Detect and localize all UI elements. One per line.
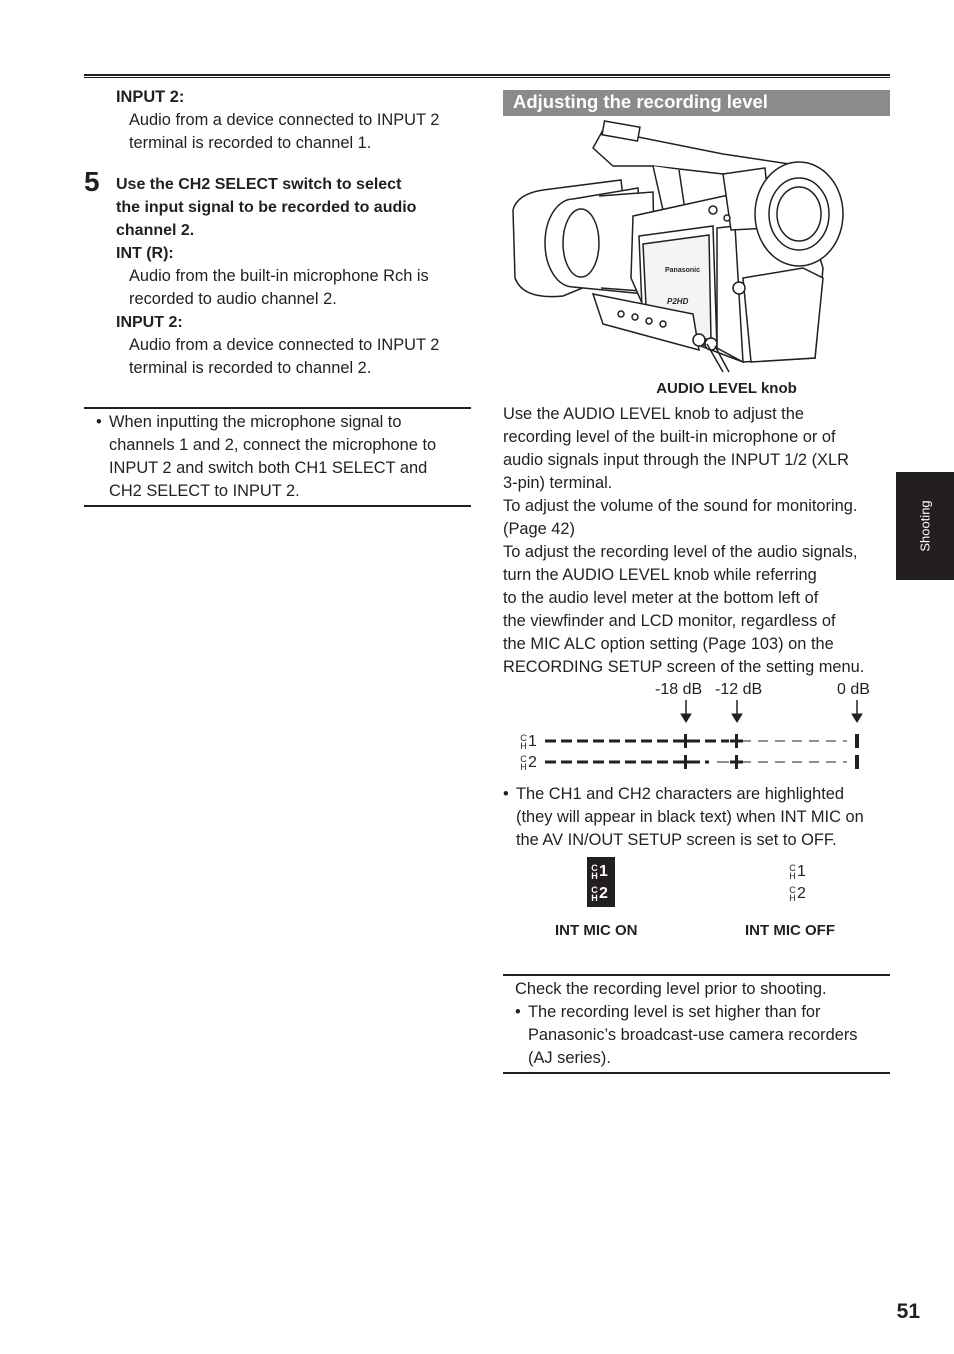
body-line-12: RECORDING SETUP screen of the setting menu. <box>503 658 865 676</box>
body-line-4: 3-pin) terminal. <box>503 474 613 492</box>
body-line-3: audio signals input through the INPUT 1/2 (XLR <box>503 451 849 469</box>
input2-line-2: terminal is recorded to channel 1. <box>129 134 372 152</box>
on-ch2-letters: C H <box>591 884 598 903</box>
meter-ch2-number: 2 <box>528 754 537 771</box>
body-line-8: turn the AUDIO LEVEL knob while referring <box>503 566 817 584</box>
input2-heading: INPUT 2: <box>116 88 185 106</box>
audio-level-meter-diagram <box>503 678 890 778</box>
on-ch2 <box>590 882 608 905</box>
ch-note-line-3: the AV IN/OUT SETUP screen is set to OFF. <box>516 831 837 849</box>
meter-ch1-label <box>519 730 537 753</box>
input2-ch2-line-1: Audio from a device connected to INPUT 2 <box>129 336 440 354</box>
side-tab-label: Shooting <box>917 500 933 552</box>
label-minus-12db: -12 dB <box>715 681 763 698</box>
int-mic-on-caption: INT MIC ON <box>555 922 638 939</box>
on-ch1-number: 1 <box>599 863 608 880</box>
note-line-4: CH2 SELECT to INPUT 2. <box>109 482 300 500</box>
input2-desc <box>84 109 471 155</box>
page-number: 51 <box>896 1300 920 1323</box>
int-mic-on-indicator <box>587 857 615 907</box>
on-ch1 <box>590 860 608 883</box>
camera-brand-text: Panasonic <box>665 267 701 274</box>
step-number: 5 <box>84 166 100 197</box>
note-line-2: channels 1 and 2, connect the microphone to <box>109 436 437 454</box>
camcorder-drawing <box>503 118 890 380</box>
note-bullet <box>96 411 471 503</box>
check-bullet-line-3: (AJ series). <box>528 1049 611 1067</box>
input2-ch2-line-2: terminal is recorded to channel 2. <box>129 359 372 377</box>
step5-instruction <box>116 173 471 242</box>
check-bullet <box>515 1001 890 1070</box>
section-heading: Adjusting the recording level <box>503 90 890 116</box>
check-note-box <box>503 974 890 1074</box>
off-ch1 <box>788 860 806 883</box>
intr-line-2: recorded to audio channel 2. <box>129 290 337 308</box>
label-0db: 0 dB <box>837 681 870 698</box>
check-bullet-line-1: • The recording level is set higher than for <box>528 1003 821 1021</box>
body-line-2: recording level of the built-in microphone or of <box>503 428 836 446</box>
input2-ch2-desc <box>116 334 471 380</box>
intr-desc <box>116 265 471 311</box>
camcorder-illustration <box>503 118 890 380</box>
meter-ch2-ch-letters: C H <box>520 753 527 772</box>
check-line: Check the recording level prior to shooting. <box>515 980 827 998</box>
intr-heading: INT (R): <box>116 245 174 262</box>
top-rule <box>84 74 890 78</box>
body-text <box>503 403 890 679</box>
body-line-7: To adjust the recording level of the audio signals, <box>503 543 858 561</box>
ch-highlight-note <box>503 783 890 852</box>
check-bullet-line-2: Panasonic’s broadcast-use camera recorders <box>528 1026 858 1044</box>
input2-line-1: Audio from a device connected to INPUT 2 <box>129 111 440 129</box>
int-mic-off-indicator <box>785 857 813 907</box>
ch-note-line-2: (they will appear in black text) when INT MIC on <box>516 808 864 826</box>
note-box-left <box>84 407 471 507</box>
side-tab-shooting <box>896 472 954 580</box>
off-ch2 <box>788 882 806 905</box>
body-line-10: the viewfinder and LCD monitor, regardless of <box>503 612 836 630</box>
audio-level-knob-label: AUDIO LEVEL knob <box>656 380 797 397</box>
off-ch2-letters: C H <box>789 884 796 903</box>
left-column-input2 <box>84 86 471 155</box>
meter-ch1-number: 1 <box>528 733 537 750</box>
meter-ch1-ch-letters: C H <box>520 732 527 751</box>
int-mic-examples <box>503 855 890 945</box>
body-line-11: the MIC ALC option setting (Page 103) on the <box>503 635 834 653</box>
off-ch1-number: 1 <box>797 863 806 880</box>
meter-ch2-label <box>519 751 537 774</box>
body-line-6: (Page 42) <box>503 520 575 538</box>
step5-line-3: channel 2. <box>116 222 195 239</box>
on-ch2-number: 2 <box>599 885 608 902</box>
body-line-5: To adjust the volume of the sound for monitoring. <box>503 497 858 515</box>
body-line-9: to the audio level meter at the bottom left of <box>503 589 819 607</box>
ch-highlight-bullet <box>503 783 890 852</box>
step5-block <box>116 173 471 380</box>
note-line-1: • When inputting the microphone signal to <box>109 413 402 431</box>
camera-logo-text: P2HD <box>667 297 689 306</box>
note-line-3: INPUT 2 and switch both CH1 SELECT and <box>109 459 428 477</box>
body-line-1: Use the AUDIO LEVEL knob to adjust the <box>503 405 804 423</box>
intr-line-1: Audio from the built-in microphone Rch is <box>129 267 429 285</box>
step5-line-1: Use the CH2 SELECT switch to select <box>116 176 402 193</box>
int-mic-off-caption: INT MIC OFF <box>745 922 835 939</box>
step5-line-2: the input signal to be recorded to audio <box>116 199 417 216</box>
off-ch1-letters: C H <box>789 862 796 881</box>
label-minus-18db: -18 dB <box>655 681 703 698</box>
on-ch1-letters: C H <box>591 862 598 881</box>
input2-ch2-heading: INPUT 2: <box>116 314 183 331</box>
off-ch2-number: 2 <box>797 885 806 902</box>
ch-note-line-1: • The CH1 and CH2 characters are highlighted <box>516 785 844 803</box>
meter-bars <box>503 678 890 778</box>
